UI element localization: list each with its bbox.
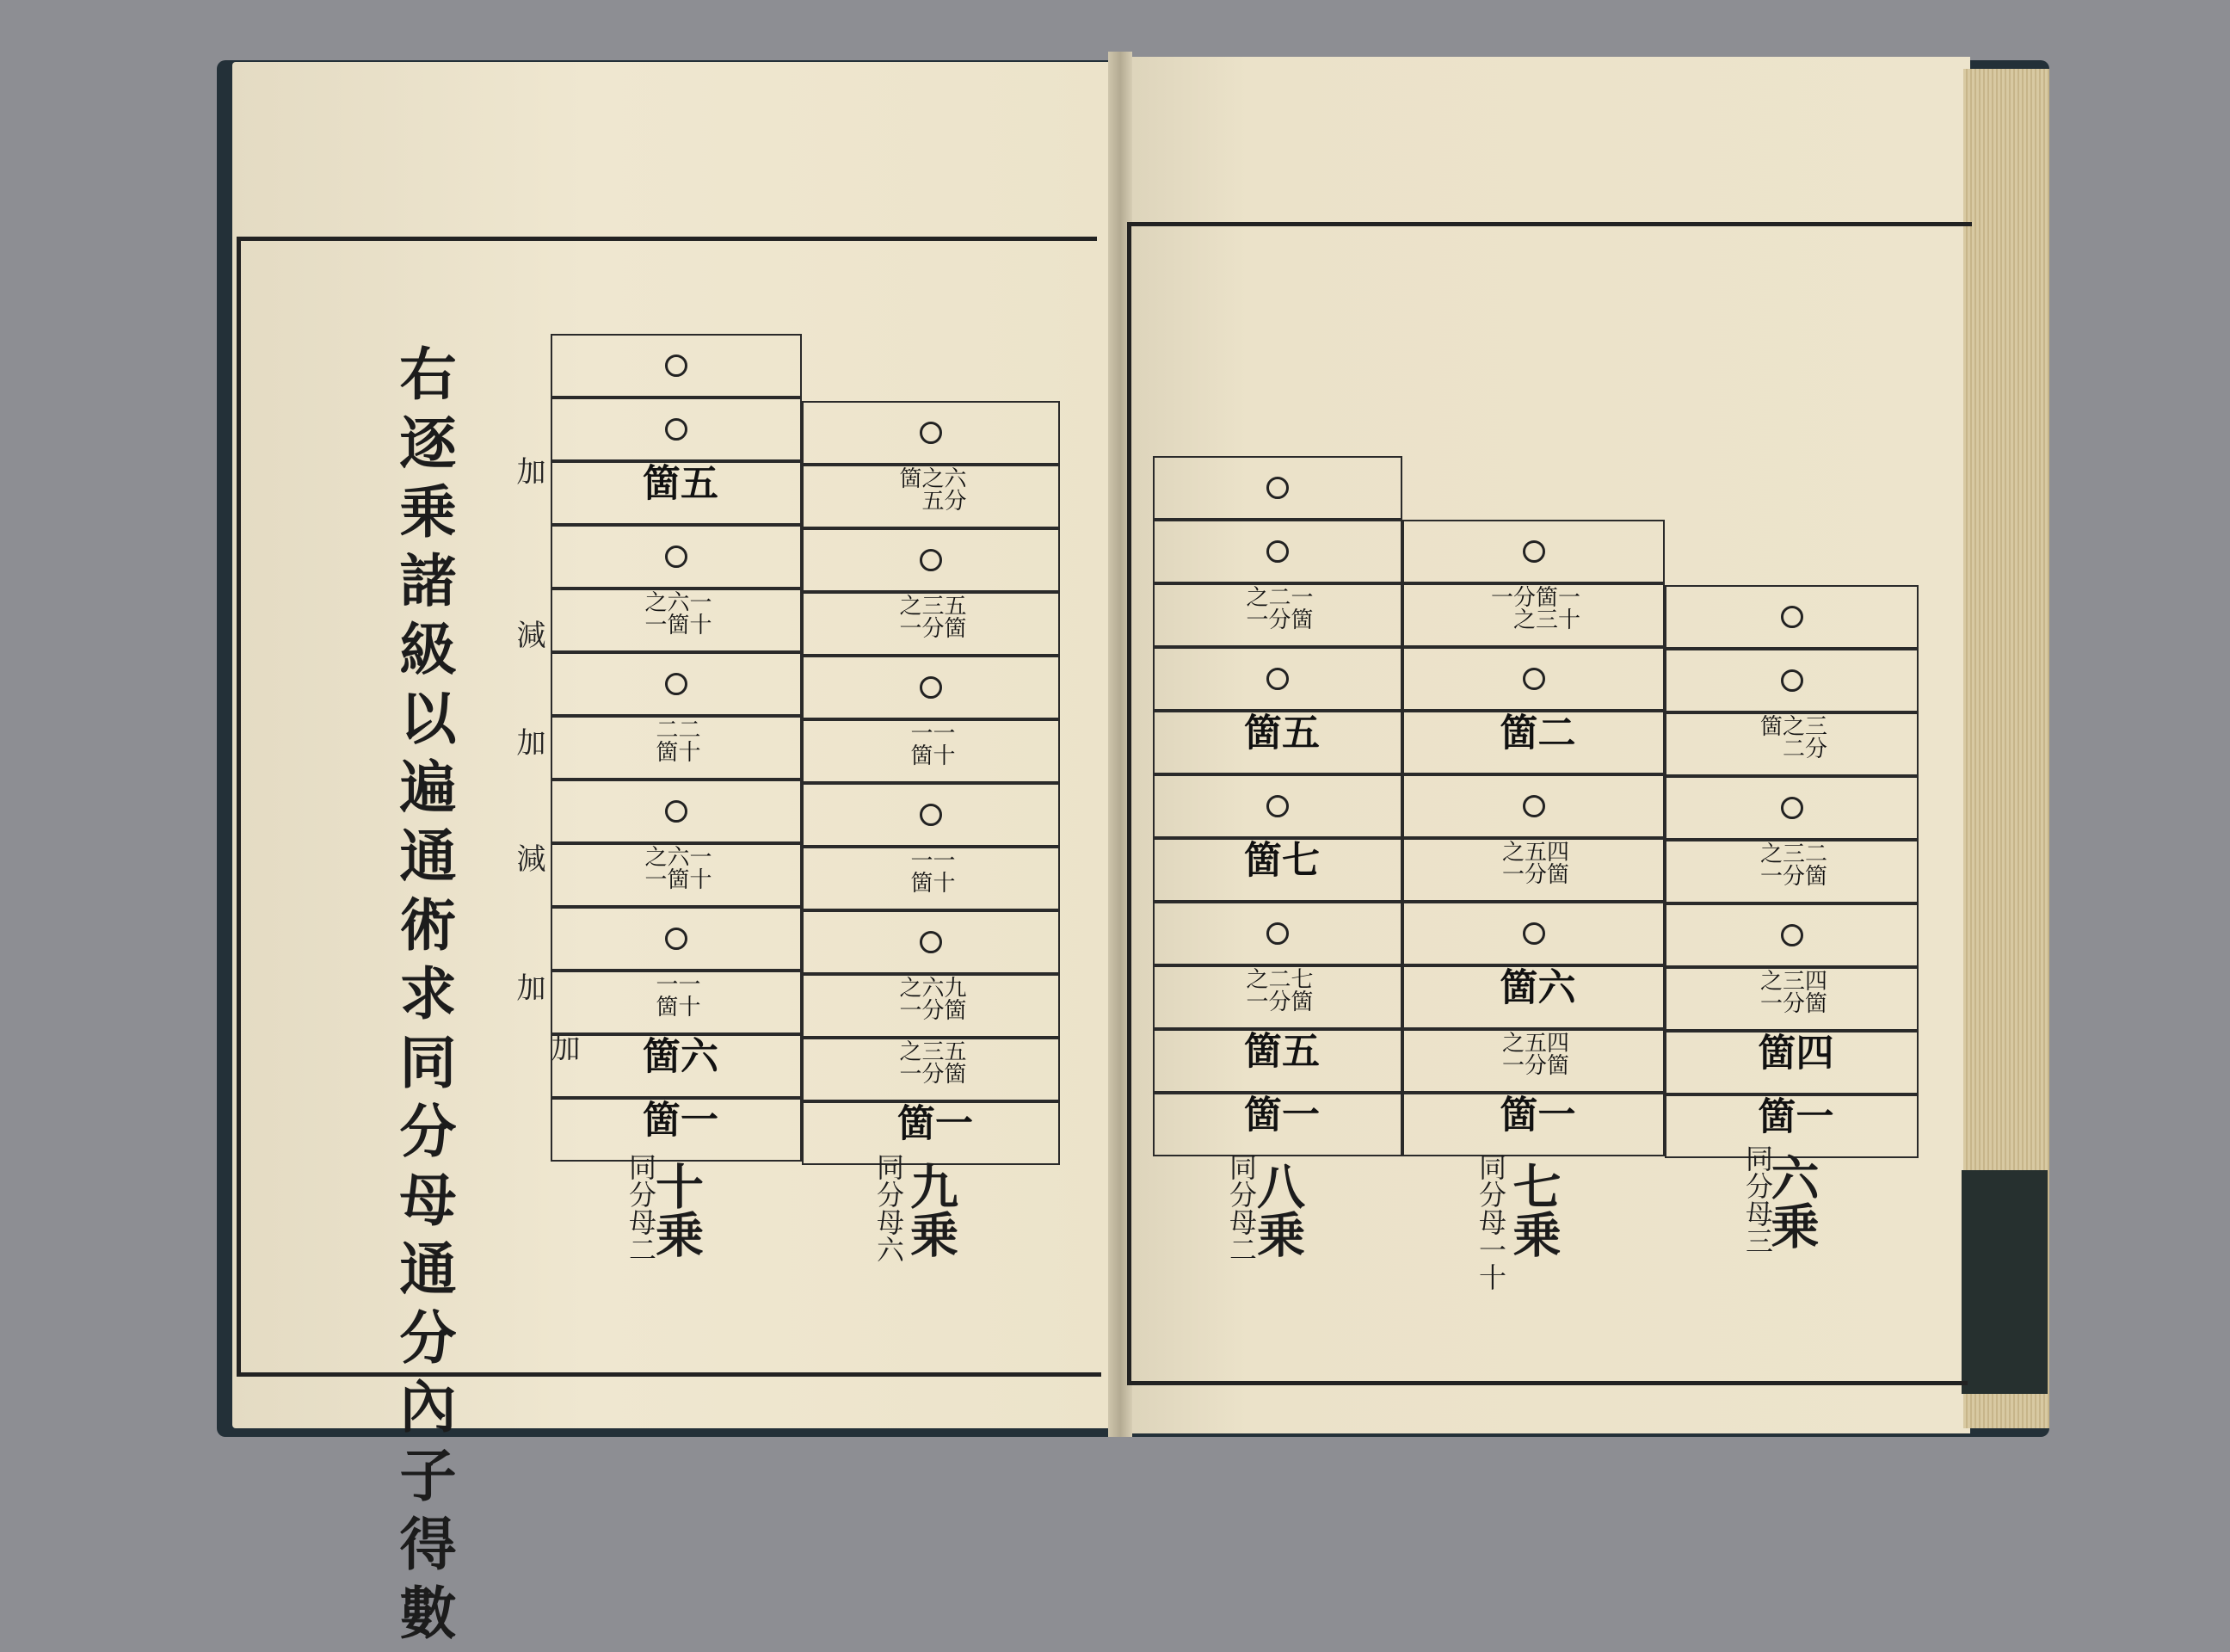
l-t0-row-6: [551, 716, 802, 780]
r-t0-row-1: [1153, 520, 1402, 583]
r-t2-row-0: [1665, 585, 1919, 649]
cell-value: 一十六箇之一: [641, 590, 712, 635]
cell-value: 一十一箇: [907, 721, 955, 766]
left-frame-side: [237, 237, 241, 1377]
right-frame-side: [1127, 222, 1131, 1385]
empty-circle-icon: [1266, 795, 1289, 817]
cell-value: 一十一箇: [652, 972, 700, 1017]
l-t1-row-4: [802, 656, 1060, 719]
empty-circle-icon: [1266, 540, 1289, 563]
r-t0-row-6: [1153, 838, 1402, 902]
empty-circle-icon: [1266, 922, 1289, 945]
cell-value: 四箇五分之一: [1498, 840, 1569, 885]
r-t1-row-5: [1402, 838, 1665, 902]
l-t0-row-3: [551, 525, 802, 589]
empty-circle-icon: [920, 931, 942, 953]
left-note: 右逐乗諸級以遍通術求同分母通分內子得數: [390, 344, 457, 1652]
r-t1-row-4: [1402, 774, 1665, 838]
r-t1-row-8: [1402, 1029, 1665, 1093]
r-t0-row-10: [1153, 1093, 1402, 1156]
table-label: 九乗: [902, 1162, 959, 1258]
r-t1-row-3: [1402, 711, 1665, 774]
table-sublabel: 同分母一十: [1475, 1153, 1507, 1291]
empty-circle-icon: [665, 800, 687, 823]
cell-value: 一十箇三分之一: [1487, 585, 1580, 630]
r-t0-row-9: [1153, 1029, 1402, 1093]
left-frame-bottom: [241, 1372, 1101, 1377]
cell-value: 七箇二分之一: [1242, 967, 1313, 1012]
l-t1-row-6: [802, 783, 1060, 847]
table-sublabel: 同分母六: [872, 1153, 905, 1263]
l-t0-row-9: [551, 907, 802, 971]
empty-circle-icon: [1266, 668, 1289, 690]
left-frame-top: [241, 237, 1097, 241]
cell-value: 一箇: [636, 1100, 718, 1137]
l-t0-row-11: [551, 1034, 802, 1098]
cell-value: 五箇: [636, 463, 718, 501]
cell-value: 六箇: [1493, 967, 1575, 1005]
empty-circle-icon: [920, 804, 942, 826]
cell-value: 四箇: [1751, 1032, 1833, 1070]
empty-circle-icon: [1266, 477, 1289, 499]
r-t1-row-7: [1402, 965, 1665, 1029]
table-label: 七乗: [1505, 1162, 1562, 1258]
cell-value: 四箇三分之一: [1756, 969, 1827, 1014]
op-3: 加: [511, 727, 545, 756]
l-t1-row-7: [802, 847, 1060, 910]
op-2: 減: [511, 620, 545, 649]
cell-value: 六箇: [636, 1036, 718, 1074]
l-t1-row-0: [802, 401, 1060, 465]
empty-circle-icon: [1781, 606, 1803, 628]
l-t0-row-2: [551, 461, 802, 525]
table-label: 六乗: [1763, 1153, 1820, 1249]
r-t1-row-9: [1402, 1093, 1665, 1156]
l-t0-row-12: [551, 1098, 802, 1162]
r-t2-row-5: [1665, 903, 1919, 967]
l-t0-row-8: [551, 843, 802, 907]
r-t2-row-4: [1665, 840, 1919, 903]
l-t0-row-5: [551, 652, 802, 716]
r-t2-row-8: [1665, 1094, 1919, 1158]
empty-circle-icon: [1523, 922, 1545, 945]
empty-circle-icon: [665, 354, 687, 377]
empty-circle-icon: [920, 422, 942, 444]
cell-value: 六分之五箇: [896, 466, 966, 511]
empty-circle-icon: [665, 673, 687, 695]
cell-value: 二箇三分之一: [1756, 841, 1827, 886]
l-t1-row-5: [802, 719, 1060, 783]
cell-value: 三分之二箇: [1756, 714, 1827, 759]
l-t0-row-10: [551, 971, 802, 1034]
r-t2-row-1: [1665, 649, 1919, 712]
empty-circle-icon: [1523, 668, 1545, 690]
l-t0-row-0: [551, 334, 802, 398]
r-t0-row-4: [1153, 711, 1402, 774]
l-t0-row-7: [551, 780, 802, 843]
empty-circle-icon: [1781, 797, 1803, 819]
fore-edge-shadow: [1962, 1170, 2048, 1394]
empty-circle-icon: [1781, 924, 1803, 946]
cell-value: 九箇六分之一: [896, 976, 966, 1020]
table-sublabel: 同分母二: [625, 1153, 657, 1263]
l-t0-row-4: [551, 589, 802, 652]
cell-value: 一箇: [890, 1103, 972, 1141]
empty-circle-icon: [1781, 669, 1803, 692]
table-label: 八乗: [1249, 1162, 1306, 1258]
r-t1-row-1: [1402, 583, 1665, 647]
r-t2-row-7: [1665, 1031, 1919, 1094]
table-sublabel: 同分母三: [1741, 1144, 1774, 1254]
l-t1-row-11: [802, 1101, 1060, 1165]
right-frame-bottom: [1129, 1381, 1968, 1385]
table-sublabel: 同分母二: [1225, 1153, 1258, 1263]
op-4: 減: [511, 843, 545, 872]
r-t2-row-6: [1665, 967, 1919, 1031]
r-t1-row-0: [1402, 520, 1665, 583]
empty-circle-icon: [665, 546, 687, 568]
empty-circle-icon: [1523, 540, 1545, 563]
op-6: 加: [545, 1032, 580, 1062]
cell-value: 一箇: [1493, 1094, 1575, 1132]
empty-circle-icon: [1523, 795, 1545, 817]
cell-value: 一箇: [1751, 1096, 1833, 1134]
cell-value: 四箇五分之一: [1498, 1031, 1569, 1076]
cell-value: 一箇二分之一: [1242, 585, 1313, 630]
l-t1-row-9: [802, 974, 1060, 1038]
l-t1-row-1: [802, 465, 1060, 528]
table-label: 十乗: [648, 1162, 705, 1258]
r-t1-row-6: [1402, 902, 1665, 965]
empty-circle-icon: [665, 928, 687, 950]
cell-value: 一十六箇之一: [641, 845, 712, 890]
cell-value: 五箇三分之一: [896, 594, 966, 638]
l-t1-row-3: [802, 592, 1060, 656]
op-5: 加: [511, 972, 545, 1002]
cell-value: 七箇: [1237, 840, 1319, 878]
empty-circle-icon: [920, 676, 942, 699]
r-t2-row-3: [1665, 776, 1919, 840]
r-t0-row-7: [1153, 902, 1402, 965]
r-t0-row-8: [1153, 965, 1402, 1029]
l-t1-row-10: [802, 1038, 1060, 1101]
r-t0-row-2: [1153, 583, 1402, 647]
r-t1-row-2: [1402, 647, 1665, 711]
cell-value: 二箇: [1493, 712, 1575, 750]
l-t0-row-1: [551, 398, 802, 461]
cell-value: 二十二箇: [652, 718, 700, 762]
r-t0-row-5: [1153, 774, 1402, 838]
r-t0-row-3: [1153, 647, 1402, 711]
l-t1-row-2: [802, 528, 1060, 592]
cell-value: 五箇三分之一: [896, 1039, 966, 1084]
cell-value: 五箇: [1237, 1031, 1319, 1069]
r-t0-row-0: [1153, 456, 1402, 520]
r-t2-row-2: [1665, 712, 1919, 776]
l-t1-row-8: [802, 910, 1060, 974]
empty-circle-icon: [920, 549, 942, 571]
op-1: 加: [511, 456, 545, 485]
cell-value: 一箇: [1237, 1094, 1319, 1132]
empty-circle-icon: [665, 418, 687, 441]
cell-value: 五箇: [1237, 712, 1319, 750]
right-frame-top: [1129, 222, 1972, 226]
cell-value: 一十一箇: [907, 848, 955, 893]
